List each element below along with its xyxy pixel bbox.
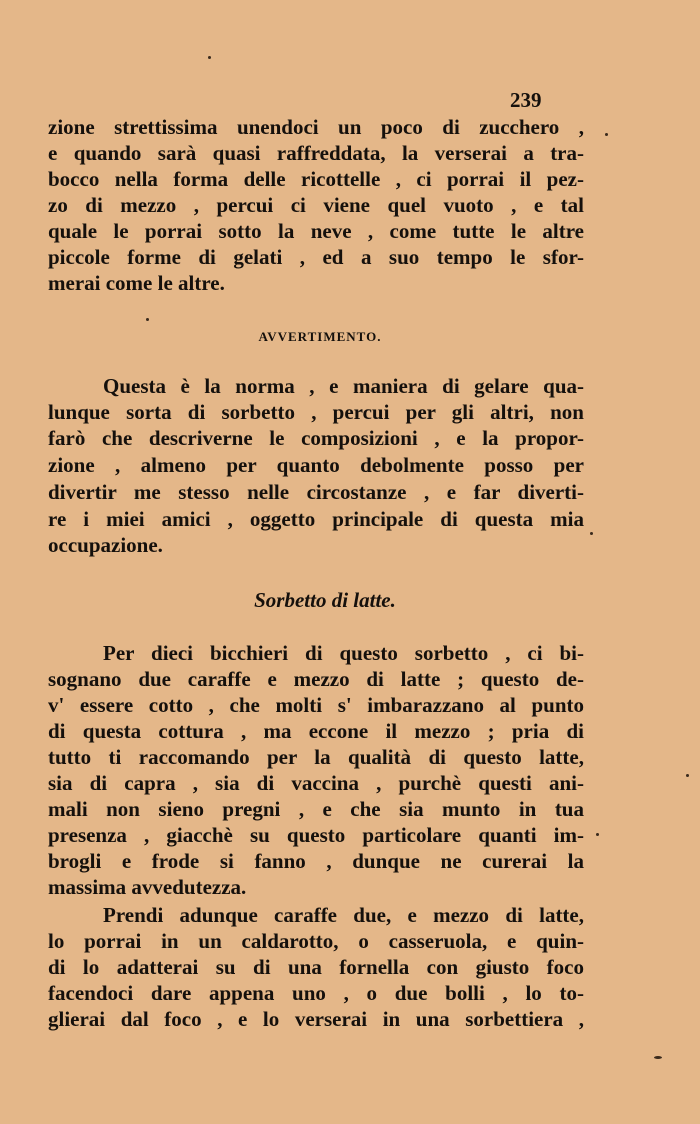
text-line: farò che descriverne le composizioni , e la propor- (48, 426, 584, 450)
text-line: zione , almeno per quanto debolmente posso per (48, 453, 584, 477)
text-line: brogli e frode si fanno , dunque ne curerai la (48, 849, 584, 873)
text-line: zione strettissima unendoci un poco di zucchero , (48, 115, 584, 139)
text-line: Prendi adunque caraffe due, e mezzo di latte, (103, 903, 584, 927)
text-line: lo porrai in un caldarotto, o casseruola, e quin- (48, 929, 584, 953)
text-line: sia di capra , sia di vaccina , purchè questi ani- (48, 771, 584, 795)
page-number: 239 (510, 88, 542, 112)
text-line: massima avvedutezza. (48, 875, 247, 899)
text-line: mali non sieno pregni , e che sia munto in tua (48, 797, 584, 821)
paper-speck (146, 318, 149, 321)
text-line: e quando sarà quasi raffreddata, la verserai a tra- (48, 141, 584, 165)
text-line: di lo adatterai su di una fornella con giusto foco (48, 955, 584, 979)
text-line: re i miei amici , oggetto principale di questa mia (48, 507, 584, 531)
text-line: tutto ti raccomando per la qualità di questo latte, (48, 745, 584, 769)
text-line: piccole forme di gelati , ed a suo tempo le sfor- (48, 245, 584, 269)
text-line: v' essere cotto , che molti s' imbarazzano al punto (48, 693, 584, 717)
text-line: facendoci dare appena uno , o due bolli , lo to- (48, 981, 584, 1005)
text-line: merai come le altre. (48, 271, 225, 295)
paper-speck (590, 532, 593, 535)
text-line: quale le porrai sotto la neve , come tutte le altre (48, 219, 584, 243)
paper-speck (605, 133, 608, 136)
paper-speck (208, 56, 211, 59)
section-heading-sorbetto: Sorbetto di latte. (254, 588, 396, 612)
text-line: Per dieci bicchieri di questo sorbetto , ci bi- (103, 641, 584, 665)
text-line: Questa è la norma , e maniera di gelare qua- (103, 374, 584, 398)
text-line: presenza , giacchè su questo particolare quanti im- (48, 823, 584, 847)
text-line: divertir me stesso nelle circostanze , e far diverti- (48, 480, 584, 504)
text-line: bocco nella forma delle ricottelle , ci porrai il pez- (48, 167, 584, 191)
text-line: di questa cottura , ma eccone il mezzo ; pria di (48, 719, 584, 743)
paper-speck (654, 1056, 662, 1059)
paper-speck (686, 774, 689, 777)
text-line: zo di mezzo , percui ci viene quel vuoto , e tal (48, 193, 584, 217)
section-heading-avvertimento: AVVERTIMENTO. (258, 329, 382, 344)
text-line: occupazione. (48, 533, 163, 557)
paper-speck (596, 833, 599, 836)
text-line: sognano due caraffe e mezzo di latte ; questo de- (48, 667, 584, 691)
text-line: lunque sorta di sorbetto , percui per gli altri, non (48, 400, 584, 424)
text-line: glierai dal foco , e lo verserai in una sorbettiera , (48, 1007, 584, 1031)
